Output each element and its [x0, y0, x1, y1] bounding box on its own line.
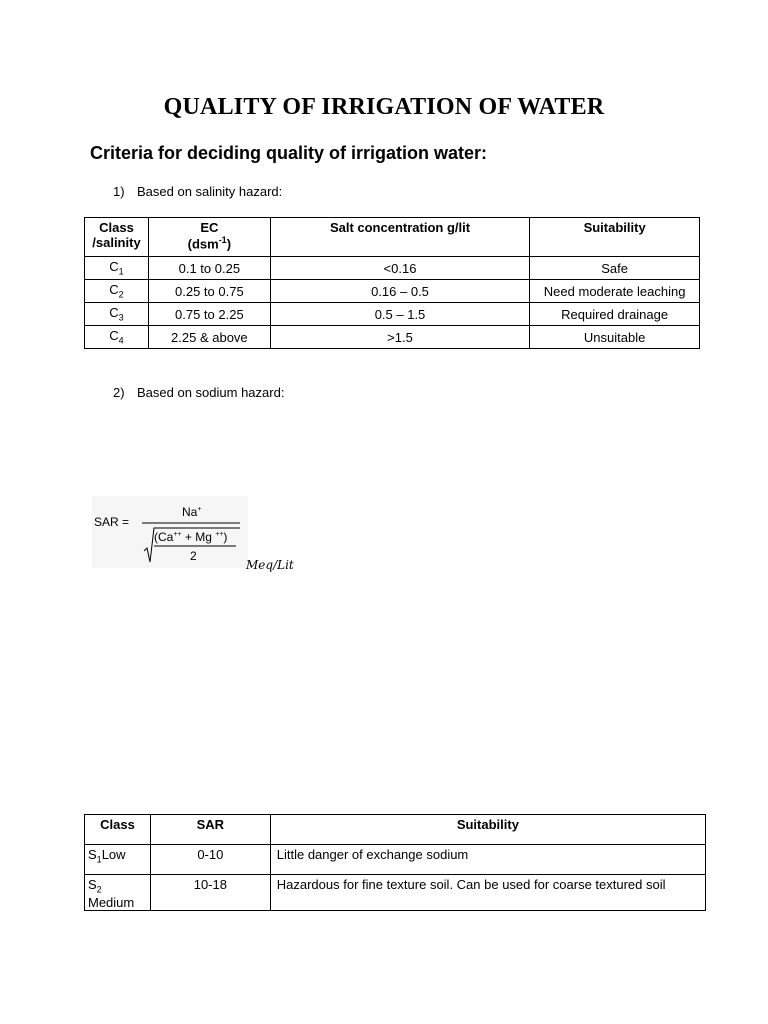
table-row — [85, 845, 706, 875]
cell-suitability: Unsuitable — [530, 326, 700, 349]
formula-lhs: SAR = — [94, 515, 130, 529]
cell-suitability: Little danger of exchange sodium — [270, 845, 705, 875]
list-item-salinity — [113, 184, 282, 199]
formula-unit: Meq/Lit — [246, 558, 294, 572]
cell-class: $C_4$ — [85, 326, 149, 349]
header-class: Class /salinity — [85, 218, 149, 257]
cell-ec: 0.1 to 0.25 — [148, 257, 270, 280]
cell-salt: >1.5 — [270, 326, 530, 349]
table-row — [85, 875, 706, 911]
header-suitability: Suitability — [530, 218, 700, 257]
cell-suitability: Need moderate leaching — [530, 280, 700, 303]
cell-sar: 10-18 — [150, 875, 270, 911]
cell-suitability: Required drainage — [530, 303, 700, 326]
list-label: Based on sodium hazard: — [137, 385, 285, 400]
salinity-table — [84, 217, 700, 349]
table-row — [85, 303, 700, 326]
formula-numerator: Na+ — [182, 505, 202, 519]
header-sar: SAR — [150, 815, 270, 845]
sar-formula — [92, 496, 248, 568]
formula-inner: (Ca++ + Mg ++) — [154, 530, 228, 544]
cell-suitability: Safe — [530, 257, 700, 280]
table-header-row — [85, 218, 700, 257]
cell-ec: 0.25 to 0.75 — [148, 280, 270, 303]
cell-class: $S_1Low$ — [85, 845, 151, 875]
list-label: Based on salinity hazard: — [137, 184, 283, 199]
formula-graphic — [92, 496, 248, 568]
cell-salt: 0.5 – 1.5 — [270, 303, 530, 326]
table-row — [85, 280, 700, 303]
cell-class: $C_2$ — [85, 280, 149, 303]
header-class: Class — [85, 815, 151, 845]
section-heading: Criteria for deciding quality of irrigation water: — [90, 143, 488, 163]
sodium-table — [84, 814, 706, 911]
cell-suitability: Hazardous for fine texture soil. Can be used for coarse textured soil — [270, 875, 705, 911]
formula-denominator: 2 — [190, 549, 197, 563]
page-title: QUALITY OF IRRIGATION OF WATER — [163, 94, 605, 120]
table-header-row — [85, 815, 706, 845]
cell-class: $C_3$ — [85, 303, 149, 326]
table-row — [85, 326, 700, 349]
table-row — [85, 257, 700, 280]
cell-salt: <0.16 — [270, 257, 530, 280]
header-ec: EC (dsm$^{-1}$) — [148, 218, 270, 257]
cell-salt: 0.16 – 0.5 — [270, 280, 530, 303]
header-suitability: Suitability — [270, 815, 705, 845]
cell-class: $C_1$ — [85, 257, 149, 280]
list-item-sodium — [113, 385, 284, 400]
list-number: 2) — [113, 385, 125, 400]
cell-ec: 2.25 & above — [148, 326, 270, 349]
list-number: 1) — [113, 184, 125, 199]
cell-ec: 0.75 to 2.25 — [148, 303, 270, 326]
header-salt: Salt concentration g/lit — [270, 218, 530, 257]
cell-class: $S_2$ Medium — [85, 875, 151, 911]
cell-sar: 0-10 — [150, 845, 270, 875]
